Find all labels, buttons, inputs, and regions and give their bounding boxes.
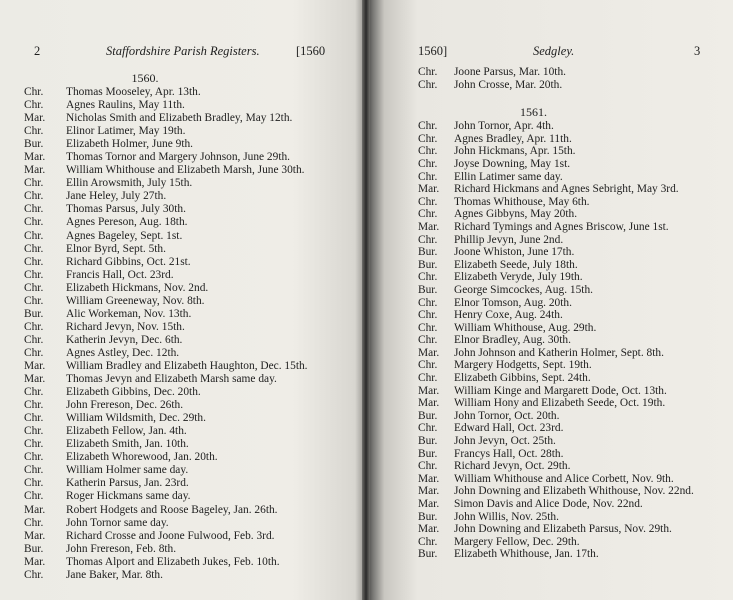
register-entry [24, 203, 346, 216]
register-entry [24, 321, 346, 334]
entry-text: William Greeneway, Nov. 8th. [66, 294, 205, 307]
entry-text: Richard Tymings and Agnes Briscow, June 1st. [454, 220, 669, 233]
year-bracket: 1560] [418, 44, 448, 58]
register-entry [418, 183, 719, 196]
entry-text: Margery Fellow, Dec. 29th. [454, 535, 580, 548]
entry-text: Elizabeth Fellow, Jan. 4th. [66, 425, 187, 438]
year-heading: 1561. [520, 105, 547, 120]
register-entry [418, 171, 719, 184]
register-entry [24, 164, 346, 177]
entry-type: Mar. [418, 346, 440, 359]
entry-type: Chr. [418, 208, 438, 221]
register-entry [24, 412, 346, 425]
entry-text: Nicholas Smith and Elizabeth Bradley, May 12th. [66, 112, 293, 125]
entry-text: William Whithouse and Alice Corbett, Nov. 9th. [454, 472, 674, 485]
register-entry [24, 347, 346, 360]
register-entry [24, 99, 346, 112]
entry-type: Chr. [418, 372, 438, 385]
entry-type: Chr. [24, 451, 44, 464]
register-entry [24, 282, 346, 295]
entry-text: Agnes Pereson, Aug. 18th. [66, 216, 188, 229]
entry-text: Jane Heley, July 27th. [66, 190, 167, 203]
entry-type: Chr. [418, 321, 438, 334]
register-entry [418, 372, 719, 385]
register-entry [418, 511, 719, 524]
entry-text: Katherin Jevyn, Dec. 6th. [66, 333, 183, 346]
register-entry [24, 373, 346, 386]
entry-text: Elizabeth Whorewood, Jan. 20th. [66, 451, 218, 464]
entry-type: Mar. [24, 373, 46, 386]
entry-type: Mar. [24, 359, 46, 372]
entry-type: Chr. [24, 464, 44, 477]
year-heading: 1560. [131, 71, 159, 85]
year-bracket: [1560 [296, 44, 326, 58]
register-entry [24, 295, 346, 308]
register-entry [418, 234, 719, 247]
register-entry [418, 385, 719, 398]
entry-type: Chr. [24, 438, 44, 451]
register-entry [24, 177, 346, 190]
entry-type: Mar. [418, 485, 440, 498]
entry-text: Simon Davis and Alice Dode, Nov. 22nd. [454, 498, 643, 510]
entry-type: Chr. [418, 66, 438, 78]
entry-type: Bur. [418, 258, 438, 271]
register-entry [24, 569, 346, 582]
entry-type: Bur. [418, 510, 438, 523]
entry-text: Roger Hickmans same day. [66, 490, 191, 503]
entry-text: Edward Hall, Oct. 23rd. [454, 422, 564, 435]
entry-text: Francys Hall, Oct. 28th. [454, 447, 564, 460]
entry-text: Agnes Gibbyns, May 20th. [454, 208, 578, 221]
running-title: Sedgley. [533, 44, 575, 58]
entry-text: Thomas Tornor and Margery Johnson, June 29th. [66, 151, 291, 164]
entry-type: Bur. [418, 435, 438, 448]
entry-type: Bur. [418, 409, 438, 422]
entry-text: Agnes Bageley, Sept. 1st. [66, 229, 183, 242]
entry-text: Robert Hodgets and Roose Bageley, Jan. 26th. [66, 503, 278, 516]
entry-text: John Frereson, Dec. 26th. [66, 399, 184, 412]
entry-text: John Downing and Elizabeth Parsus, Nov. 29th. [454, 523, 672, 536]
entry-text: Elinor Latimer, May 19th. [66, 125, 186, 138]
entry-type: Chr. [24, 268, 44, 281]
register-entry [418, 397, 719, 410]
book-gutter [362, 0, 370, 600]
entry-text: John Downing and Elizabeth Whithouse, Nov. 22nd. [454, 485, 694, 498]
register-entries [24, 86, 346, 582]
entry-type: Chr. [418, 195, 438, 208]
entry-type: Bur. [24, 138, 44, 151]
register-entry [418, 448, 719, 461]
entry-type: Chr. [418, 460, 438, 473]
entry-text: John Crosse, Mar. 20th. [454, 78, 563, 91]
entry-text: Elizabeth Veryde, July 19th. [454, 271, 583, 284]
register-entry [418, 460, 719, 473]
register-entry [24, 556, 346, 569]
entry-text: Phillip Jevyn, June 2nd. [454, 233, 564, 246]
register-entry [418, 359, 719, 372]
entry-text: Richard Gibbins, Oct. 21st. [66, 255, 191, 268]
register-entry [24, 438, 346, 451]
register-entry [418, 347, 719, 360]
register-entry [418, 410, 719, 423]
entry-type: Bur. [418, 246, 438, 259]
entry-text: Richard Jevyn, Oct. 29th. [454, 460, 571, 473]
entry-text: Francis Hall, Oct. 23rd. [66, 268, 174, 281]
register-entries-1561 [418, 120, 719, 561]
entry-text: Thomas Parsus, July 30th. [66, 203, 186, 216]
entry-type: Chr. [24, 125, 44, 138]
entry-text: Elizabeth Holmer, June 9th. [66, 138, 194, 151]
entry-type: Chr. [418, 157, 438, 170]
register-entry [24, 230, 346, 243]
register-entry [24, 530, 346, 543]
entry-text: Richard Crosse and Joone Fulwood, Feb. 3rd. [66, 529, 275, 542]
register-entry [24, 504, 346, 517]
entry-type: Mar. [418, 220, 440, 233]
entry-text: John Tornor, Oct. 20th. [454, 409, 560, 422]
entry-type: Chr. [24, 242, 44, 255]
register-entry [418, 473, 719, 486]
register-entry [418, 259, 719, 272]
entry-type: Chr. [24, 346, 44, 359]
entry-type: Chr. [24, 99, 44, 112]
running-title: Staffordshire Parish Registers. [106, 44, 260, 58]
register-entry [24, 490, 346, 503]
entry-type: Chr. [418, 120, 438, 133]
entry-text: Elizabeth Hickmans, Nov. 2nd. [66, 281, 209, 294]
entry-text: Elizabeth Whithouse, Jan. 17th. [454, 548, 599, 561]
register-entry [418, 120, 719, 133]
entry-type: Chr. [24, 320, 44, 333]
entry-type: Chr. [418, 132, 438, 145]
entry-text: William Wildsmith, Dec. 29th. [66, 412, 206, 425]
entry-text: John Tornor, Apr. 4th. [454, 120, 554, 133]
entry-type: Mar. [24, 151, 46, 164]
page-number: 2 [34, 44, 41, 58]
entry-text: Elnor Byrd, Sept. 5th. [66, 242, 166, 255]
register-entry [418, 158, 719, 171]
entry-text: Joone Whiston, June 17th. [454, 246, 575, 259]
entry-type: Chr. [418, 422, 438, 435]
entry-text: Thomas Whithouse, May 6th. [454, 195, 590, 208]
register-entry [418, 523, 719, 536]
register-entry [24, 256, 346, 269]
register-entry [418, 422, 719, 435]
entry-type: Chr. [24, 190, 44, 203]
register-entry [418, 435, 719, 448]
register-entry [24, 216, 346, 229]
register-entry [418, 271, 719, 284]
entry-type: Bur. [418, 283, 438, 296]
entry-type: Chr. [24, 294, 44, 307]
entry-text: Agnes Astley, Dec. 12th. [66, 346, 180, 359]
entry-text: Elizabeth Gibbins, Sept. 24th. [454, 372, 591, 385]
register-entry [418, 309, 719, 322]
register-entry [24, 190, 346, 203]
register-entry [24, 86, 346, 99]
register-entry [24, 517, 346, 530]
entry-type: Chr. [418, 535, 438, 548]
entry-text: Agnes Raulins, May 11th. [66, 99, 185, 112]
entry-type: Chr. [24, 568, 44, 581]
register-entry [24, 243, 346, 256]
register-entry [24, 464, 346, 477]
entry-type: Chr. [24, 255, 44, 268]
entry-type: Mar. [418, 183, 440, 196]
entry-type: Chr. [24, 477, 44, 490]
entry-text: John Jevyn, Oct. 25th. [454, 435, 556, 448]
entry-type: Chr. [24, 229, 44, 242]
entry-type: Chr. [24, 490, 44, 503]
entry-text: Elnor Tomson, Aug. 20th. [454, 296, 572, 309]
entry-text: Katherin Parsus, Jan. 23rd. [66, 477, 189, 490]
entry-text: William Bradley and Elizabeth Haughton, Dec. 15th. [66, 359, 308, 372]
register-entry [24, 399, 346, 412]
entry-type: Chr. [418, 233, 438, 246]
entry-text: Ellin Arowsmith, July 15th. [66, 177, 193, 190]
entry-text: Thomas Jevyn and Elizabeth Marsh same day. [66, 373, 277, 386]
entry-text: John Johnson and Katherin Holmer, Sept. 8th. [454, 346, 664, 359]
register-entry [418, 548, 719, 561]
entry-type: Mar. [24, 503, 46, 516]
entry-type: Bur. [418, 548, 438, 561]
entry-type: Chr. [418, 359, 438, 372]
register-entries-1560 [418, 66, 719, 91]
entry-type: Chr. [418, 296, 438, 309]
entry-type: Chr. [418, 145, 438, 158]
entry-type: Mar. [24, 112, 46, 125]
register-entry [418, 334, 719, 347]
entry-type: Chr. [24, 399, 44, 412]
entry-type: Mar. [418, 472, 440, 485]
entry-type: Chr. [24, 216, 44, 229]
register-entry [24, 360, 346, 373]
entry-text: Jane Baker, Mar. 8th. [66, 568, 163, 581]
entry-text: William Whithouse, Aug. 29th. [454, 321, 597, 334]
entry-type: Bur. [418, 447, 438, 460]
entry-type: Mar. [24, 555, 46, 568]
entry-type: Mar. [24, 529, 46, 542]
entry-text: Henry Coxe, Aug. 24th. [454, 309, 563, 322]
entry-type: Chr. [24, 177, 44, 190]
entry-text: John Willis, Nov. 25th. [454, 510, 559, 523]
entry-type: Chr. [24, 86, 44, 98]
entry-text: Richard Jevyn, Nov. 15th. [66, 320, 185, 333]
entry-type: Chr. [418, 334, 438, 347]
register-entry [418, 133, 719, 146]
entry-text: William Hony and Elizabeth Seede, Oct. 19th. [454, 397, 666, 410]
entry-text: John Tornor same day. [66, 516, 169, 529]
entry-text: Elizabeth Smith, Jan. 10th. [66, 438, 189, 451]
entry-type: Chr. [418, 309, 438, 322]
entry-text: Thomas Mooseley, Apr. 13th. [66, 86, 201, 98]
register-entry [24, 451, 346, 464]
register-entry [24, 112, 346, 125]
entry-type: Chr. [24, 412, 44, 425]
register-entry [24, 308, 346, 321]
entry-type: Mar. [24, 164, 46, 177]
entry-text: Alic Workeman, Nov. 13th. [66, 307, 192, 320]
entry-type: Bur. [24, 542, 44, 555]
entry-type: Mar. [418, 498, 440, 510]
register-entry [418, 322, 719, 335]
entry-text: William Kinge and Margarett Dode, Oct. 13th. [454, 384, 667, 397]
entry-text: Elizabeth Seede, July 18th. [454, 258, 578, 271]
entry-type: Chr. [24, 281, 44, 294]
right-page-header [418, 44, 719, 62]
register-entry [24, 543, 346, 556]
entry-text: John Frereson, Feb. 8th. [66, 542, 177, 555]
register-entry [24, 269, 346, 282]
left-page-header [24, 44, 346, 62]
register-entry [24, 425, 346, 438]
entry-text: Joyse Downing, May 1st. [454, 157, 571, 170]
entry-text: William Holmer same day. [66, 464, 189, 477]
register-entry [24, 334, 346, 347]
entry-type: Chr. [24, 516, 44, 529]
register-entry [418, 79, 719, 92]
entry-type: Chr. [418, 271, 438, 284]
register-entry [418, 221, 719, 234]
page-number: 3 [694, 44, 701, 58]
entry-type: Chr. [24, 203, 44, 216]
entry-type: Chr. [24, 333, 44, 346]
entry-text: Ellin Latimer same day. [454, 170, 563, 183]
register-entry [418, 246, 719, 259]
entry-type: Mar. [418, 384, 440, 397]
entry-type: Chr. [418, 170, 438, 183]
entry-type: Bur. [24, 307, 44, 320]
entry-text: Elnor Bradley, Aug. 30th. [454, 334, 571, 347]
register-entry [418, 208, 719, 221]
right-page [366, 0, 733, 600]
register-entry [418, 485, 719, 498]
entry-text: Elizabeth Gibbins, Dec. 20th. [66, 386, 201, 399]
register-entry [24, 151, 346, 164]
register-entry [418, 145, 719, 158]
register-entry [418, 284, 719, 297]
register-entry [24, 477, 346, 490]
entry-type: Mar. [418, 397, 440, 410]
register-entry [418, 66, 719, 79]
entry-type: Chr. [24, 386, 44, 399]
entry-text: Joone Parsus, Mar. 10th. [454, 66, 567, 78]
register-entry [24, 125, 346, 138]
register-entry [24, 386, 346, 399]
left-page [0, 0, 366, 600]
entry-text: Richard Hickmans and Agnes Sebright, May 3rd. [454, 183, 679, 196]
register-entry [418, 498, 719, 511]
entry-type: Chr. [418, 78, 438, 91]
register-entry [418, 297, 719, 310]
entry-text: Agnes Bradley, Apr. 11th. [454, 132, 572, 145]
register-entry [24, 138, 346, 151]
entry-type: Chr. [24, 425, 44, 438]
entry-text: John Hickmans, Apr. 15th. [454, 145, 576, 158]
entry-text: George Simcockes, Aug. 15th. [454, 283, 593, 296]
entry-text: William Whithouse and Elizabeth Marsh, June 30th. [66, 164, 305, 177]
register-entry [418, 536, 719, 549]
entry-type: Mar. [418, 523, 440, 536]
entry-text: Thomas Alport and Elizabeth Jukes, Feb. 10th. [66, 555, 280, 568]
entry-text: Margery Hodgetts, Sept. 19th. [454, 359, 592, 372]
register-entry [418, 196, 719, 209]
